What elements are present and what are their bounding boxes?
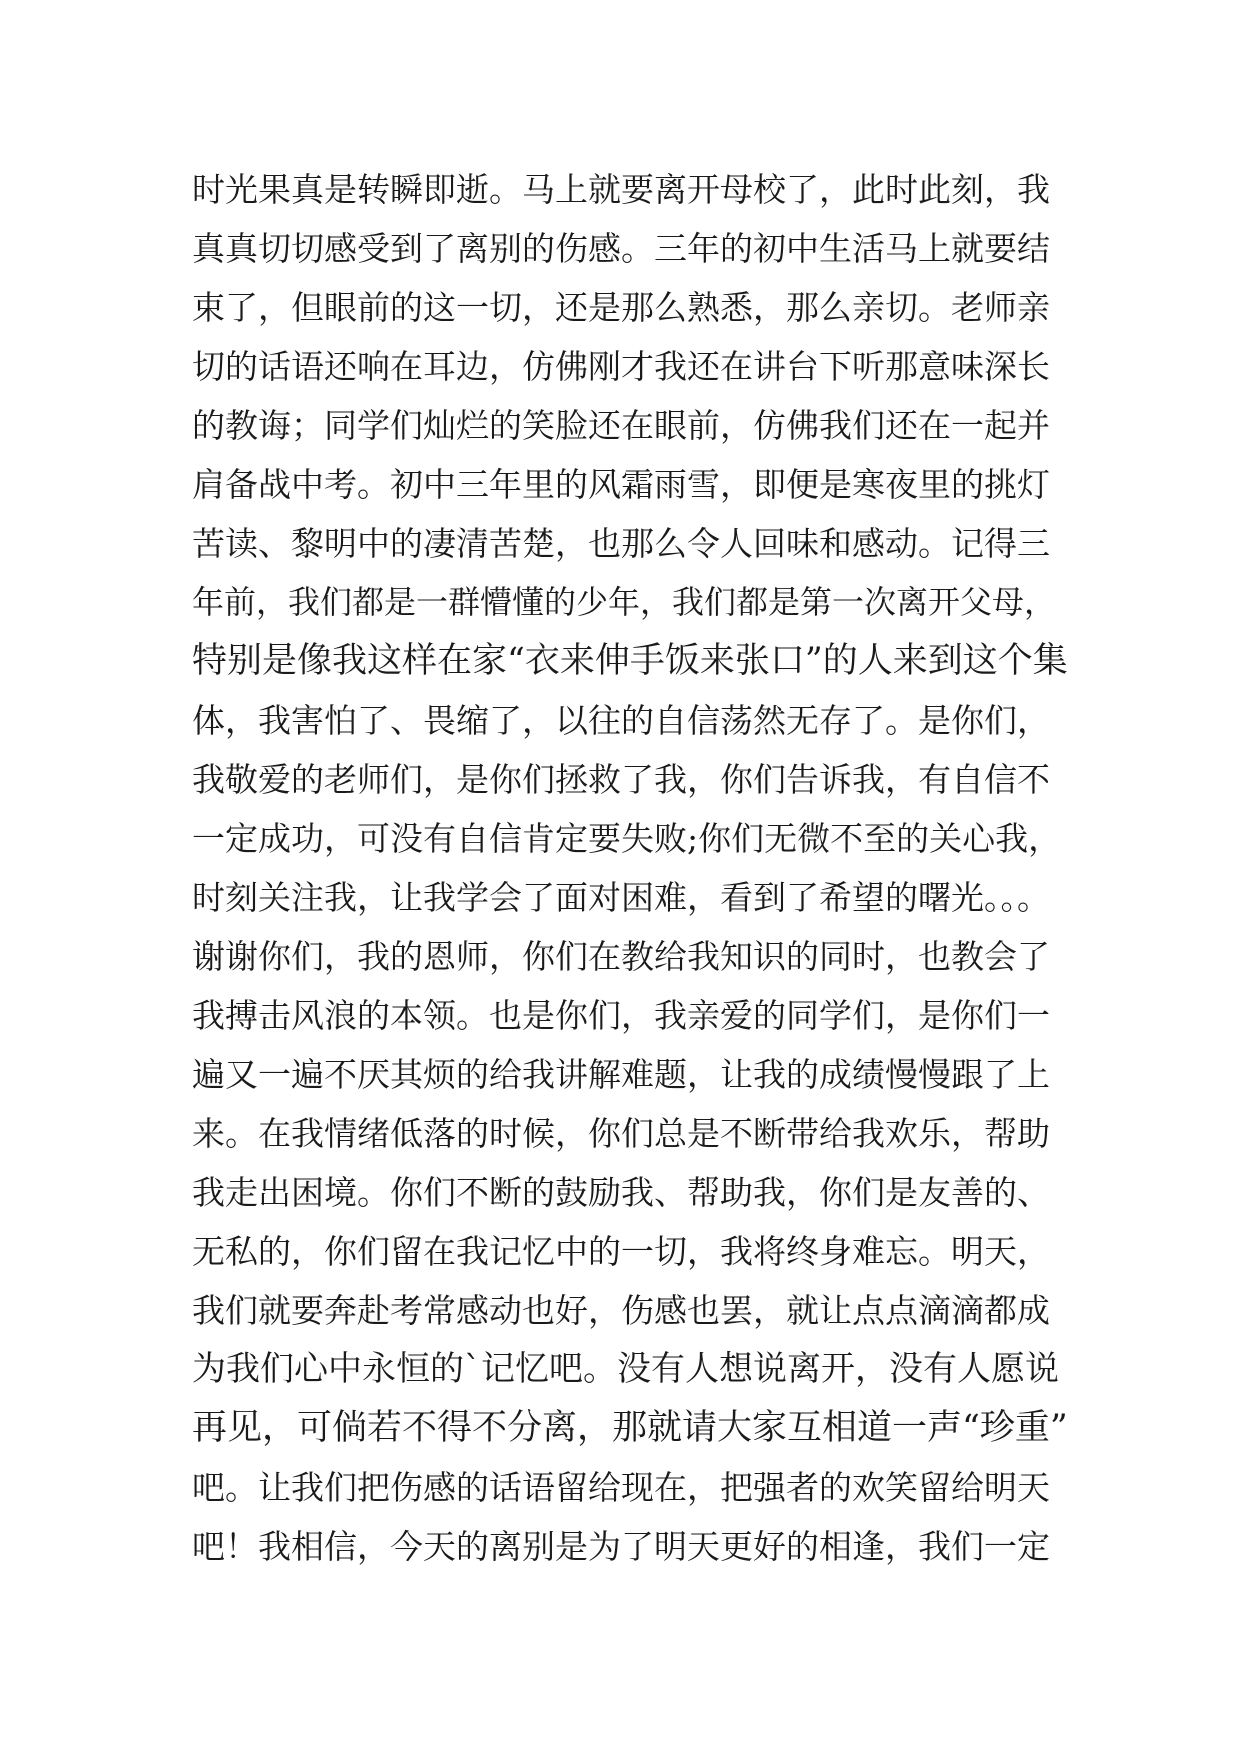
text-line: 年前，我们都是一群懵懂的少年，我们都是第一次离开父母， <box>192 583 1057 621</box>
essay-body <box>192 160 1072 1576</box>
text-line: 特别是像我这样在家“衣来伸手饭来张口”的人来到这个集 <box>192 641 1068 681</box>
text-line: 来。在我情绪低落的时候，你们总是不断带给我欢乐，帮助 <box>192 1114 1050 1153</box>
text-line: 吧。让我们把伤感的话语留给现在，把强者的欢笑留给明天 <box>192 1468 1050 1507</box>
text-line: 苦读、黎明中的凄清苦楚，也那么令人回味和感动。记得三 <box>192 524 1050 563</box>
text-line: 真真切切感受到了离别的伤感。三年的初中生活马上就要结 <box>192 229 1050 268</box>
text-line: 再见，可倘若不得不分离，那就请大家互相道一声“珍重” <box>192 1408 1068 1448</box>
text-line: 遍又一遍不厌其烦的给我讲解难题，让我的成绩慢慢跟了上 <box>192 1055 1050 1094</box>
text-line: 我搏击风浪的本领。也是你们，我亲爱的同学们，是你们一 <box>192 996 1050 1035</box>
text-line: 时刻关注我，让我学会了面对困难，看到了希望的曙光。。。 <box>192 878 1050 917</box>
text-line: 我走出困境。你们不断的鼓励我、帮助我，你们是友善的、 <box>192 1173 1050 1212</box>
text-line: 体，我害怕了、畏缩了，以往的自信荡然无存了。是你们， <box>192 701 1050 740</box>
text-line: 吧！我相信，今天的离别是为了明天更好的相逢，我们一定 <box>192 1527 1050 1566</box>
text-line: 时光果真是转瞬即逝。马上就要离开母校了，此时此刻，我 <box>192 170 1050 209</box>
text-line: 我们就要奔赴考常感动也好，伤感也罢，就让点点滴滴都成 <box>192 1291 1050 1330</box>
text-line: 我敬爱的老师们，是你们拯救了我，你们告诉我，有自信不 <box>192 760 1050 799</box>
text-line: 切的话语还响在耳边，仿佛刚才我还在讲台下听那意味深长 <box>192 347 1050 386</box>
text-line: 谢谢你们，我的恩师，你们在教给我知识的同时，也教会了 <box>192 937 1050 976</box>
text-line: 肩备战中考。初中三年里的风霜雨雪，即便是寒夜里的挑灯 <box>192 465 1050 504</box>
text-line: 为我们心中永恒的`记忆吧。没有人想说离开，没有人愿说 <box>192 1349 1059 1389</box>
text-line: 一定成功，可没有自信肯定要失败;你们无微不至的关心我， <box>192 819 1062 858</box>
text-line: 无私的，你们留在我记忆中的一切，我将终身难忘。明天， <box>192 1232 1050 1271</box>
text-line: 的教诲；同学们灿烂的笑脸还在眼前，仿佛我们还在一起并 <box>192 406 1050 445</box>
text-line: 束了，但眼前的这一切，还是那么熟悉，那么亲切。老师亲 <box>192 288 1050 327</box>
